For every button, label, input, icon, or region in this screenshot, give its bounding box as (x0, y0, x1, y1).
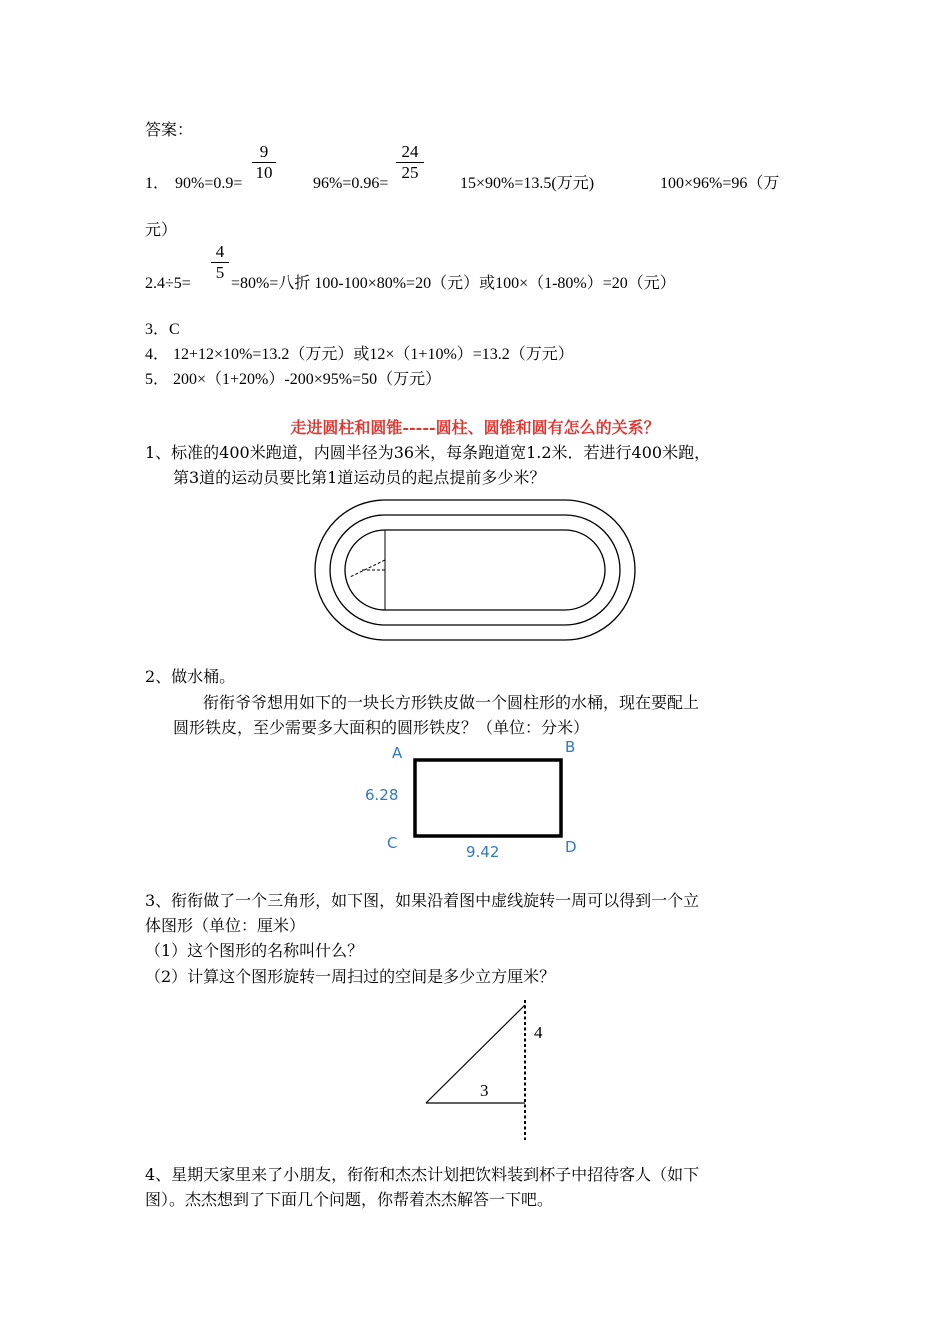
answer-5: 5． 200×（1+20%）-200×95%=50（万元） (145, 371, 442, 388)
problem-3-line2: 体图形（单位：厘米） (145, 916, 306, 935)
fraction-denominator: 25 (401, 163, 419, 182)
triangle-base-label: 3 (480, 1081, 489, 1100)
problem-2-line2: 圆形铁皮，至少需要多大面积的圆形铁皮？（单位：分米） (173, 718, 590, 737)
problem-2-title: 2、做水桶。 (145, 667, 236, 686)
iron-sheet-rectangle (415, 760, 561, 836)
answer-1-part4: 100×96%=96（万 (660, 175, 780, 192)
fraction-4-5 (210, 242, 230, 283)
problem-3-sub2: （2）计算这个图形旋转一周扫过的空间是多少立方厘米？ (145, 967, 556, 986)
fraction-numerator: 9 (259, 142, 269, 161)
side-length-label: 6.28 (365, 786, 399, 804)
track-radius-dashed-diagonal (350, 560, 385, 577)
label-c: C (387, 834, 398, 852)
rectangle-figure (413, 758, 563, 838)
fraction-denominator: 5 (215, 263, 225, 282)
fraction-numerator: 4 (215, 242, 225, 261)
problem-2-line1: 衔衔爷爷想用如下的一块长方形铁皮做一个圆柱形的水桶，现在要配上 (203, 693, 700, 712)
fraction-denominator: 10 (255, 163, 273, 182)
running-track-figure (310, 495, 640, 645)
fraction-9-10 (251, 142, 277, 183)
answer-1-part3: 15×90%=13.5(万元) (460, 175, 595, 192)
answer-1-prefix: 1． (145, 175, 170, 192)
problem-3-line1: 3、衔衔做了一个三角形，如下图，如果沿着图中虚线旋转一周可以得到一个立 (145, 891, 700, 910)
answer-heading: 答案： (145, 120, 194, 139)
bottom-length-label: 9.42 (466, 843, 500, 861)
answer-1-wrap: 元） (145, 220, 178, 239)
problem-4-line2: 图）。杰杰想到了下面几个问题，你帮着杰杰解答一下吧。 (145, 1190, 554, 1209)
fraction-24-25 (395, 142, 425, 183)
answer-2-part1: 2.4÷5= (145, 275, 191, 292)
answer-4: 4． 12+12×10%=13.2（万元）或12×（1+10%）=13.2（万元） (145, 346, 574, 363)
answer-2-part2: =80%=八折 100-100×80%=20（元）或100×（1-80%）=20（元） (231, 275, 676, 292)
problem-4-line1: 4、星期天家里来了小朋友，衔衔和杰杰计划把饮料装到杯子中招待客人（如下 (145, 1165, 700, 1184)
problem-1-line1: 1、标准的400米跑道，内圆半径为36米，每条跑道宽1.2米．若进行400米跑， (145, 443, 711, 462)
section-title: 走进圆柱和圆锥-----圆柱、圆锥和圆有怎么的关系？ (290, 418, 660, 437)
fraction-numerator: 24 (401, 142, 419, 161)
label-a: A (392, 744, 403, 762)
problem-3-sub1: （1）这个图形的名称叫什么？ (145, 941, 364, 960)
answer-3: 3．C (145, 321, 180, 338)
triangle-figure (420, 995, 560, 1145)
problem-1-line2: 第3道的运动员要比第1道运动员的起点提前多少米？ (173, 468, 546, 487)
label-b: B (565, 738, 576, 756)
answer-1-part1: 90%=0.9= (175, 175, 243, 192)
answer-1-part2: 96%=0.96= (313, 175, 389, 192)
label-d: D (565, 838, 577, 856)
triangle-hypotenuse (426, 1005, 525, 1103)
triangle-height-label: 4 (534, 1023, 543, 1042)
